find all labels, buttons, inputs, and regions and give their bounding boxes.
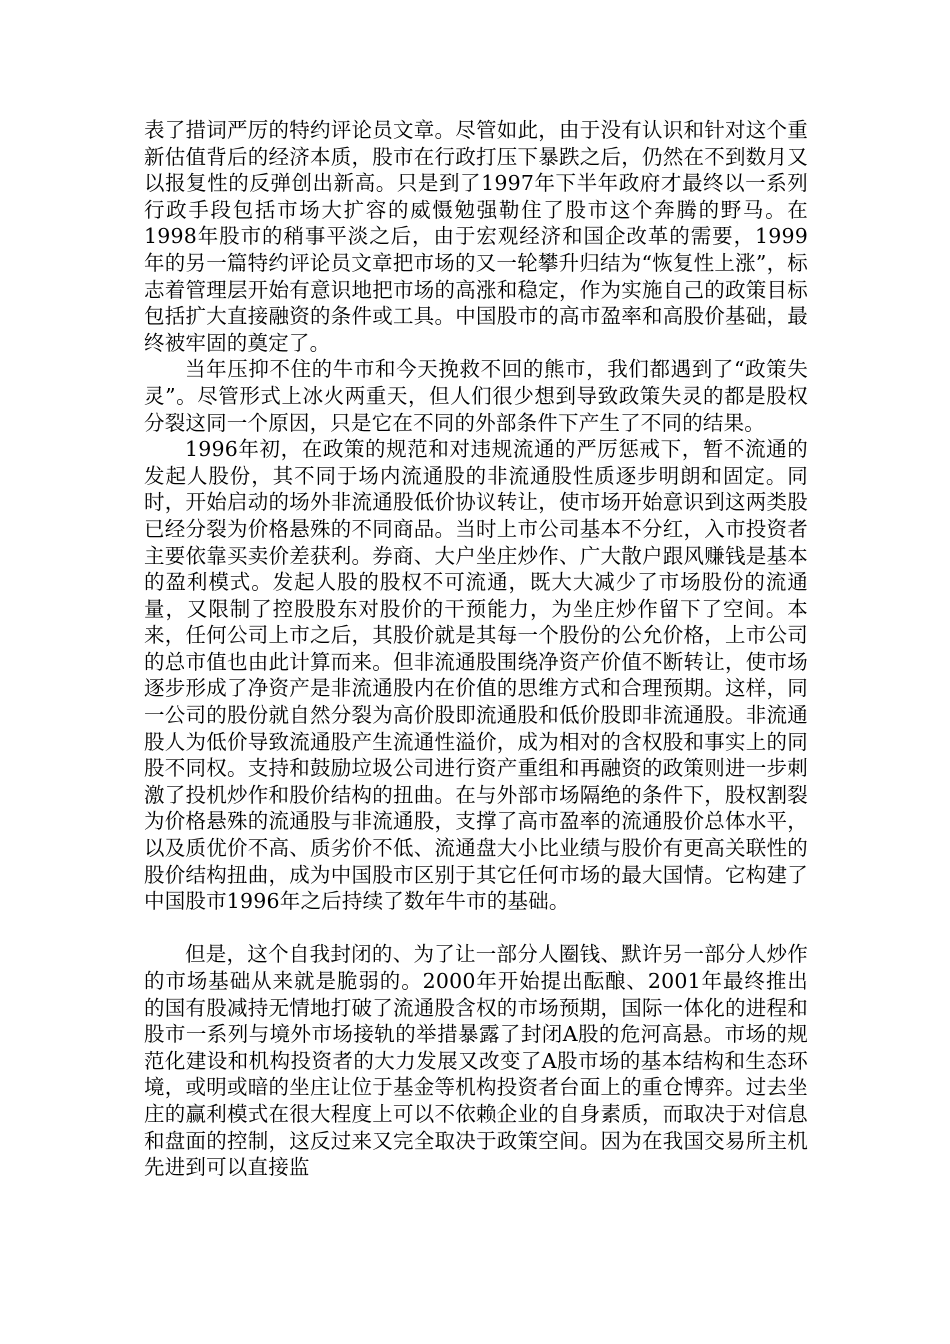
body-text [144,117,808,1181]
paragraph-spacer [144,915,808,942]
paragraph-1: 表了措词严厉的特约评论员文章。尽管如此，由于没有认识和针对这个重新估值背后的经济本质，股市在行政打压下暴跌之后，仍然在不到数月又以报复性的反弹创出新高。只是到了1997年下半年政府才最终以一系列行政手段包括市场大扩容的威慑勉强勒住了股市这个奔腾的野马。在1998年股市的稍事平淡之后，由于宏观经济和国企改革的需要，1999年的另一篇特约评论员文章把市场的又一轮攀升归结为“恢复性上涨”，标志着管理层开始有意识地把市场的高涨和稳定，作为实施自己的政策目标包括扩大直接融资的条件或工具。中国股市的高市盈率和高股价基础，最终被牢固的奠定了。 [144,118,808,355]
paragraph-4: 但是，这个自我封闭的、为了让一部分人圈钱、默许另一部分人炒作的市场基础从来就是脆弱的。2000年开始提出酝酿、2001年最终推出的国有股减持无情地打破了流通股含权的市场预期，国际一体化的进程和股市一系列与境外市场接轨的举措暴露了封闭A股的危河高悬。市场的规范化建设和机构投资者的大力发展又改变了A股市场的基本结构和生态环境，或明或暗的坐庄让位于基金等机构投资者台面上的重仓博弈。过去坐庄的赢利模式在很大程度上可以不依赖企业的自身素质，而取决于对信息和盘面的控制，这反过来又完全取决于政策空间。因为在我国交易所主机先进到可以直接监 [144,942,808,1180]
paragraph-2: 当年压抑不住的牛市和今天挽救不回的熊市，我们都遇到了“政策失灵”。尽管形式上冰火两重天，但人们很少想到导致政策失灵的都是股权分裂这同一个原因，只是它在不同的外部条件下产生了不同的结果。 [144,357,808,435]
paragraph-3: 1996年初，在政策的规范和对违规流通的严厉惩戒下，暂不流通的发起人股份，其不同于场内流通股的非流通股性质逐步明朗和固定。同时，开始启动的场外非流通股低价协议转让，使市场开始意识到这两类股已经分裂为价格悬殊的不同商品。当时上市公司基本不分红，入市投资者主要依靠买卖价差获利。券商、大户坐庄炒作、广大散户跟风赚钱是基本的盈利模式。发起人股的股权不可流通，既大大减少了市场股份的流通量，又限制了控股股东对股价的干预能力，为坐庄炒作留下了空间。本来，任何公司上市之后，其股价就是其每一个股份的公允价格，上市公司的总市值也由此计算而来。但非流通股围绕净资产价值不断转让，使市场逐步形成了净资产是非流通股内在价值的思维方式和合理预期。这样，同一公司的股份就自然分裂为高价股即流通股和低价股即非流通股。非流通股人为低价导致流通股产生流通性溢价，成为相对的含权股和事实上的同股不同权。支持和鼓励垃圾公司进行资产重组和再融资的政策则进一步刺激了投机炒作和股价结构的扭曲。在与外部市场隔绝的条件下，股权割裂为价格悬殊的流通股与非流通股，支撑了高市盈率的流通股价总体水平，以及质优价不高、质劣价不低、流通盘大小比业绩与股价有更高关联性的股价结构扭曲，成为中国股市区别于其它任何市场的最大国情。它构建了中国股市1996年之后持续了数年牛市的基础。 [144,437,808,914]
